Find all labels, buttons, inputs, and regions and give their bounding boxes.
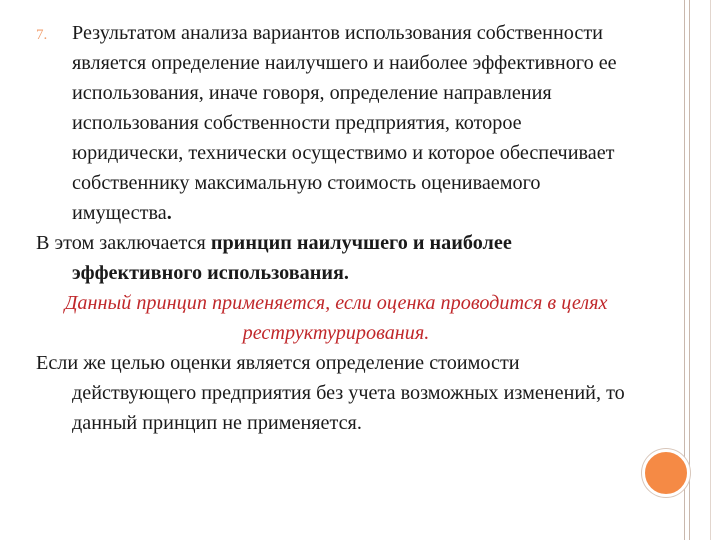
item-number: 7. (36, 27, 48, 43)
numbered-paragraph (36, 18, 636, 228)
decorative-border-line (710, 0, 711, 540)
item-text: Результатом анализа вариантов использования собственности является определение наилучшего и наиболее эффективного ее использования, иначе говоря, определение направления использования собственности предприятия, которое юридически, технически осуществимо и которое обеспечивает собственнику максимальную стоимость оцениваемого имущества (72, 22, 617, 224)
note-text: Данный принцип применяется, если оценка проводится в целях реструктурирования. (64, 292, 608, 344)
item-end: . (166, 202, 172, 224)
slide-body (36, 18, 636, 438)
principle-paragraph (36, 228, 636, 288)
note-paragraph (36, 288, 636, 348)
principle-name: принцип наилучшего и наиболее эффективного использования. (72, 232, 512, 284)
last-text: Если же целью оценки является определение стоимости действующего предприятия без учета возможных изменений, то данный принцип не применяется. (36, 352, 625, 434)
principle-lead: В этом заключается (36, 232, 211, 254)
decorative-orange-circle (642, 449, 690, 497)
last-paragraph (36, 348, 636, 438)
decorative-border-line (689, 0, 690, 540)
